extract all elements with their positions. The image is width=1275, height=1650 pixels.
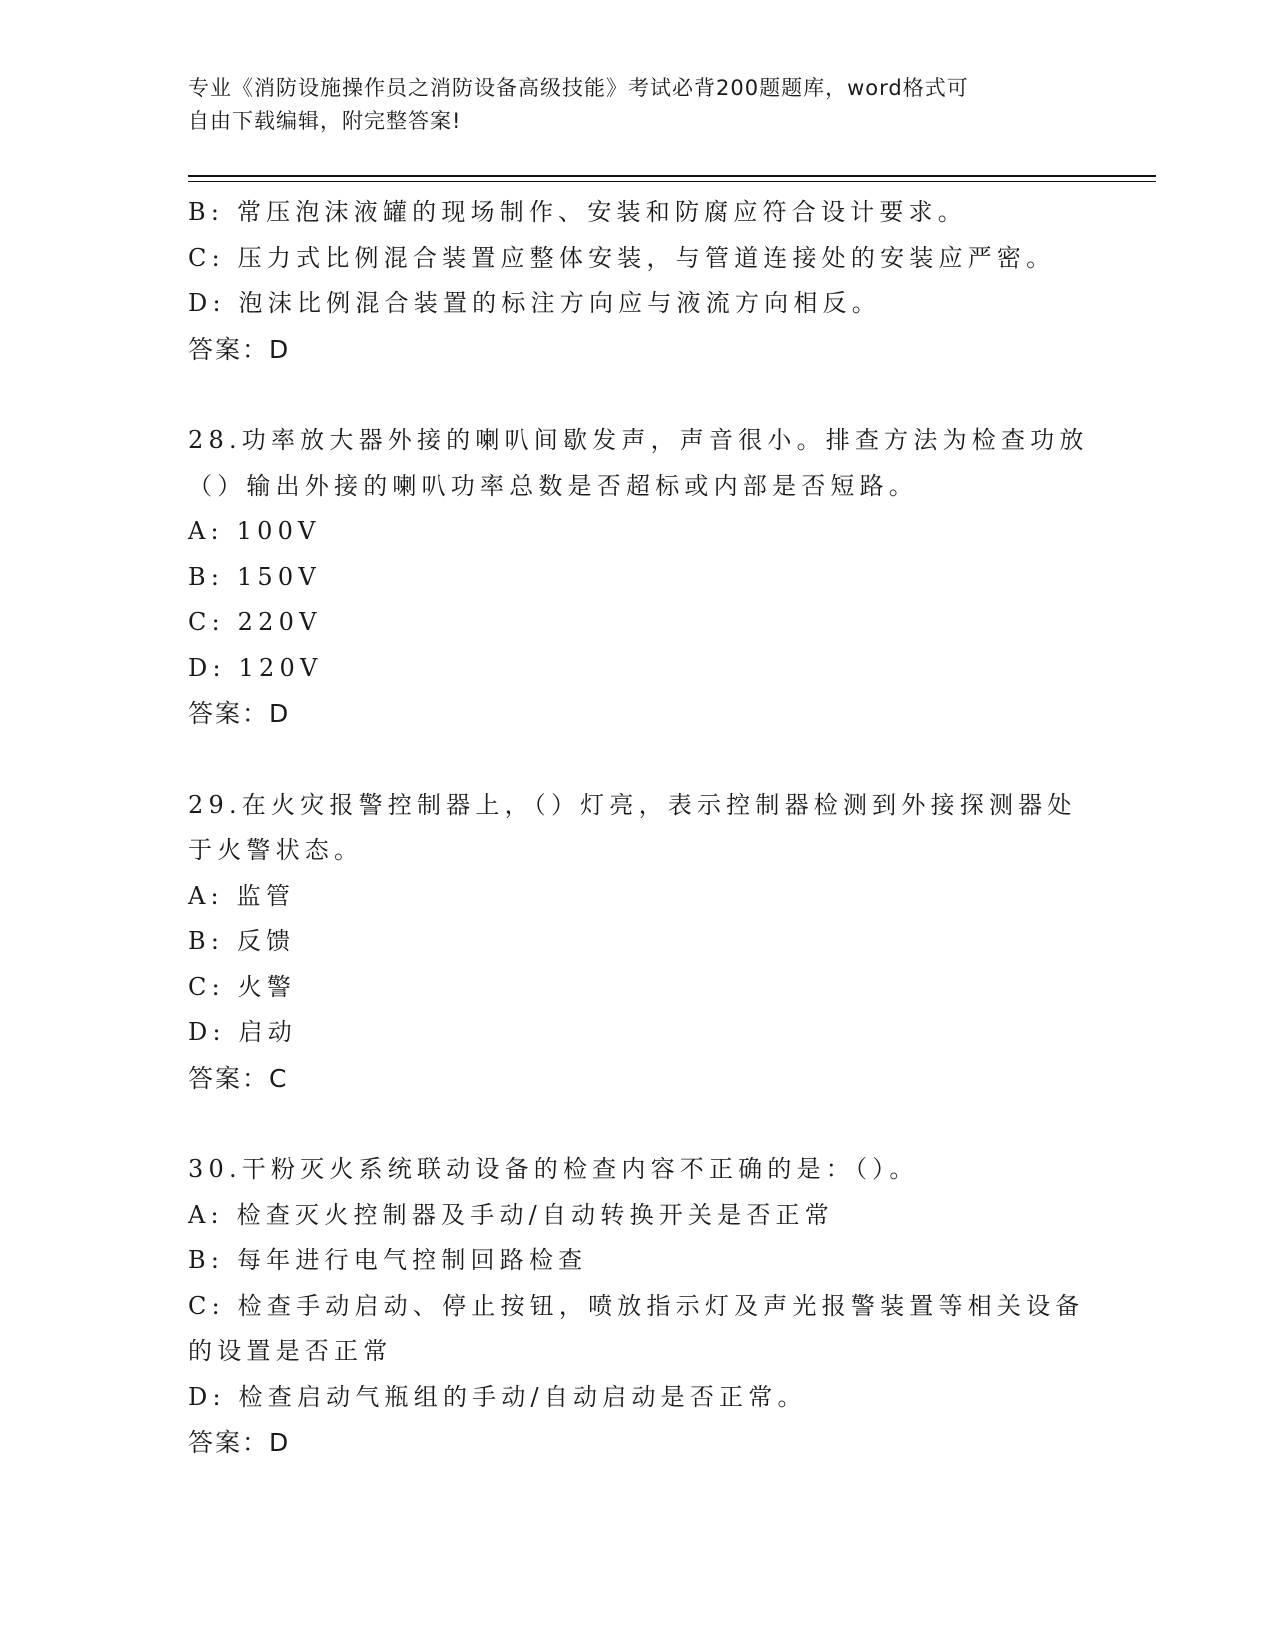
question-28	[188, 418, 1088, 737]
q28-option-c: C: 220V	[188, 608, 322, 636]
q27-option-c: C: 压力式比例混合装置应整体安装，与管道连接处的安装应严密。	[188, 243, 1056, 272]
document-header	[188, 72, 1068, 138]
q29-option-c: C: 火警	[188, 972, 297, 1001]
q30-option-c-line-1: C: 检查手动启动、停止按钮，喷放指示灯及声光报警装置等相关设备	[188, 1291, 1085, 1320]
q29-answer: 答案：C	[188, 1063, 289, 1093]
q28-option-a: A: 100V	[188, 517, 321, 545]
q28-stem-line-2: （）输出外接的喇叭功率总数是否超标或内部是否短路。	[188, 471, 918, 500]
q29-option-a: A: 监管	[188, 881, 296, 910]
q29-stem-line-2: 于火警状态。	[188, 836, 364, 864]
q28-option-d: D: 120V	[188, 653, 323, 682]
q29-option-b: B: 反馈	[188, 927, 296, 955]
q27-option-d: D: 泡沫比例混合装置的标注方向应与液流方向相反。	[188, 289, 881, 317]
q30-option-c-line-2: 的设置是否正常	[188, 1337, 393, 1365]
q28-answer: 答案：D	[188, 699, 291, 728]
q30-option-d: D: 检查启动气瓶组的手动/自动启动是否正常。	[188, 1382, 807, 1411]
q30-option-b: B: 每年进行电气控制回路检查	[188, 1246, 588, 1274]
q30-stem: 30.干粉灭火系统联动设备的检查内容不正确的是：（）。	[188, 1155, 919, 1183]
q27-option-b: B: 常压泡沫液罐的现场制作、安装和防腐应符合设计要求。	[188, 198, 967, 226]
header-line-1: 专业《消防设施操作员之消防设备高级技能》考试必背200题题库，word格式可	[188, 76, 969, 100]
question-27	[188, 190, 1088, 372]
q30-option-a: A: 检查灭火控制器及手动/自动转换开关是否正常	[188, 1200, 834, 1229]
header-line-2: 自由下载编辑，附完整答案!	[188, 109, 462, 133]
q29-option-d: D: 启动	[188, 1018, 297, 1046]
question-content	[188, 190, 1088, 1466]
q29-stem-line-1: 29.在火灾报警控制器上，（）灯亮，表示控制器检测到外接探测器处	[188, 790, 1077, 819]
q30-answer: 答案：D	[188, 1428, 291, 1457]
q28-option-b: B: 150V	[188, 562, 321, 591]
q27-answer: 答案：D	[188, 334, 291, 364]
question-29	[188, 783, 1088, 1102]
header-divider-thin	[188, 181, 1156, 182]
question-30	[188, 1147, 1088, 1466]
spacer	[188, 737, 1088, 783]
header-divider-thick	[188, 175, 1156, 177]
q28-stem-line-1: 28.功率放大器外接的喇叭间歇发声，声音很小。排查方法为检查功放	[188, 426, 1089, 454]
spacer	[188, 1101, 1088, 1147]
spacer	[188, 372, 1088, 418]
